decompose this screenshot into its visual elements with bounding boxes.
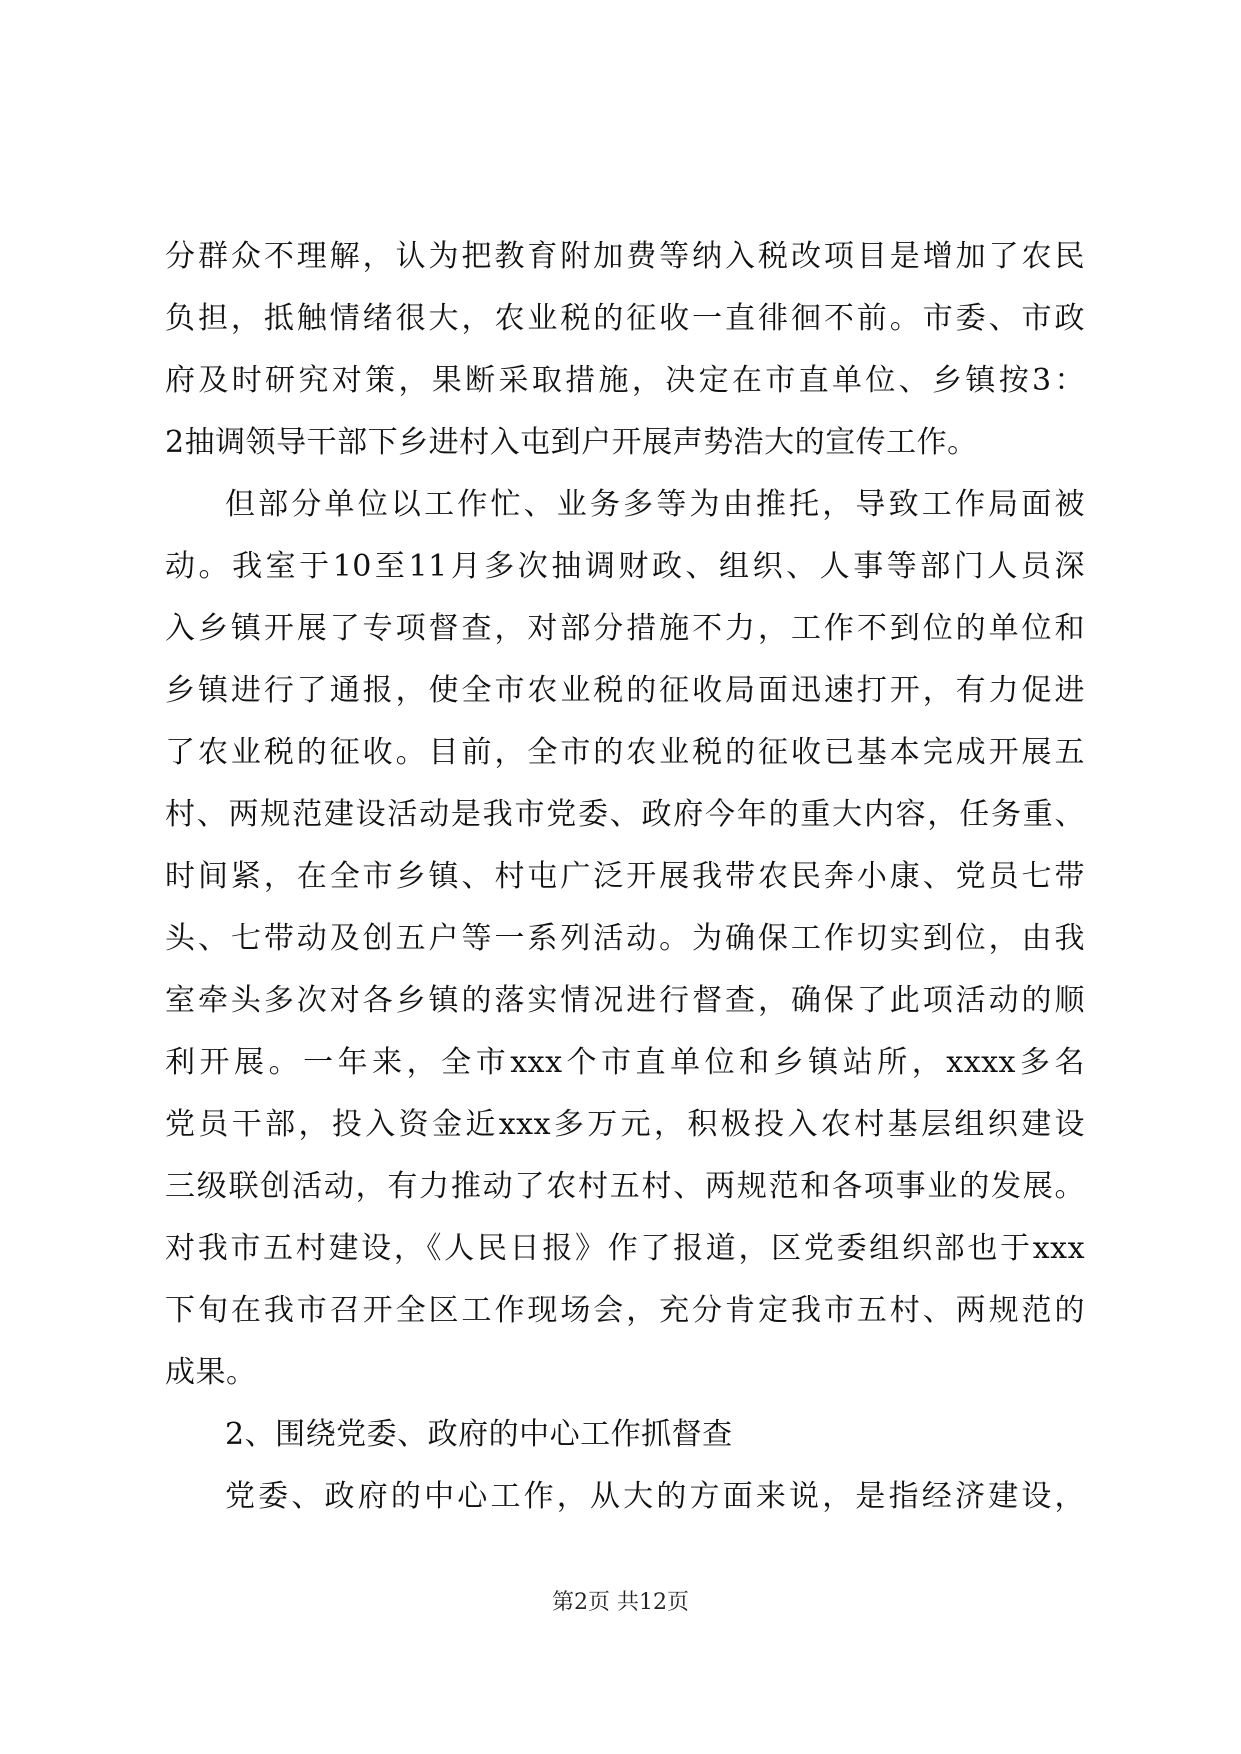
text-line: 对我市五村建设，《人民日报》作了报道，区党委组织部也于xxx: [165, 1231, 1085, 1266]
text-line: 下旬在我市召开全区工作现场会，充分肯定我市五村、两规范的: [165, 1293, 1085, 1328]
text-line: 2、围绕党委、政府的中心工作抓督查: [225, 1417, 733, 1452]
text-line: 入乡镇开展了专项督查，对部分措施不力，工作不到位的单位和: [165, 611, 1085, 646]
text-line: 党委、政府的中心工作，从大的方面来说，是指经济建设，: [225, 1479, 1085, 1514]
paragraph: [165, 226, 1085, 474]
text-line: 动。我室于10至11月多次抽调财政、组织、人事等部门人员深: [165, 549, 1085, 584]
text-line: 时间紧，在全市乡镇、村屯广泛开展我带农民奔小康、党员七带: [165, 859, 1085, 894]
paragraph: [165, 1466, 1085, 1528]
text-line: 乡镇进行了通报，使全市农业税的征收局面迅速打开，有力促进: [165, 673, 1085, 708]
text-line: 三级联创活动，有力推动了农村五村、两规范和各项事业的发展。: [165, 1169, 1085, 1204]
text-line: 但部分单位以工作忙、业务多等为由推托，导致工作局面被: [225, 487, 1085, 522]
page-number: 第2页 共12页: [552, 1590, 689, 1615]
text-line: 村、两规范建设活动是我市党委、政府今年的重大内容，任务重、: [165, 797, 1085, 832]
section-heading: [165, 1404, 1085, 1466]
text-line: 成果。: [165, 1355, 257, 1390]
text-line: 府及时研究对策，果断采取措施，决定在市直单位、乡镇按3：: [165, 363, 1085, 398]
text-line: 负担，抵触情绪很大，农业税的征收一直徘徊不前。市委、市政: [165, 301, 1085, 336]
text-line: 室牵头多次对各乡镇的落实情况进行督查，确保了此项活动的顺: [165, 983, 1085, 1018]
text-line: 2抽调领导干部下乡进村入屯到户开展声势浩大的宣传工作。: [165, 425, 978, 460]
text-line: 利开展。一年来，全市xxx个市直单位和乡镇站所，xxxx多名: [165, 1045, 1085, 1080]
paragraph: [165, 474, 1085, 1404]
text-line: 党员干部，投入资金近xxx多万元，积极投入农村基层组织建设: [165, 1107, 1085, 1142]
text-line: 分群众不理解，认为把教育附加费等纳入税改项目是增加了农民: [165, 239, 1085, 274]
text-line: 了农业税的征收。目前，全市的农业税的征收已基本完成开展五: [165, 735, 1085, 770]
text-line: 头、七带动及创五户等一系列活动。为确保工作切实到位，由我: [165, 921, 1085, 956]
body-text: [165, 226, 1085, 1528]
